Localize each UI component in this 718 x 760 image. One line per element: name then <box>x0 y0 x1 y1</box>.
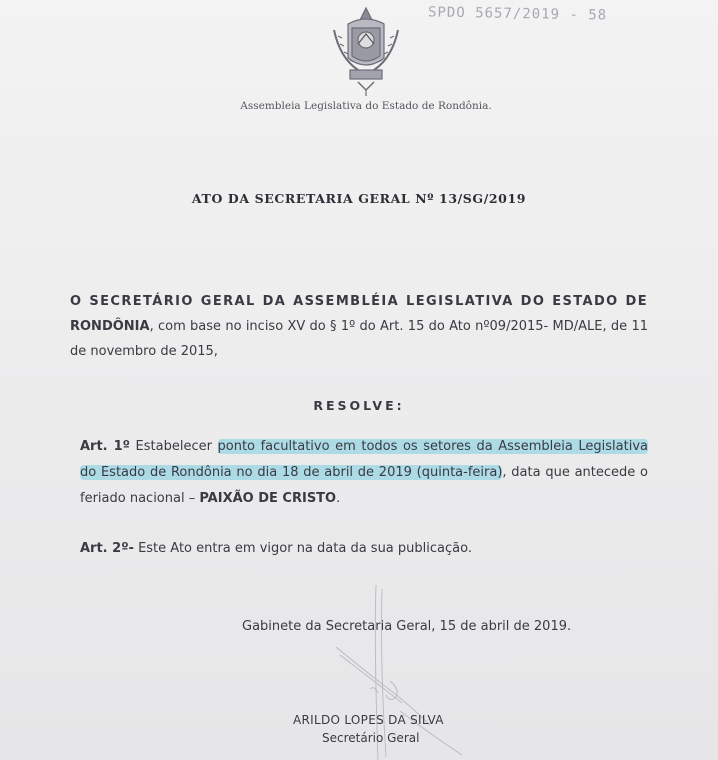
intro-state-name: RONDÔNIA <box>70 319 150 334</box>
intro-title: O SECRETÁRIO GERAL DA ASSEMBLÉIA LEGISLATIVA DO ESTADO DE <box>70 294 648 309</box>
article-1-highlighted-text: ponto facultativo em todos os setores da Assembleia Legislativa do Estado de Rondônia no dia 18 de abril de 2019 (quinta-feira) <box>80 439 648 480</box>
signer-role: Secretário Geral <box>322 731 420 745</box>
article-2 <box>80 541 472 556</box>
state-coat-of-arms-icon <box>328 6 404 98</box>
article-1 <box>80 434 648 512</box>
institution-name: Assembleia Legislativa do Estado de Rondônia. <box>240 100 492 112</box>
article-1-continuation: , data que antecede o feriado nacional – <box>80 465 648 506</box>
protocol-stamp: SPDO 5657/2019 - 58 <box>427 4 608 24</box>
signer-name: ARILDO LOPES DA SILVA <box>293 713 444 727</box>
article-2-label: Art. 2º- <box>80 541 134 556</box>
intro-body: , com base no inciso XV do § 1º do Art. 15 do Ato nº09/2015- MD/ALE, de 11 de novembro de 2015, <box>70 319 648 359</box>
article-1-holiday-name: PAIXÃO DE CRISTO <box>199 491 337 506</box>
article-1-lead: Estabelecer <box>129 439 218 454</box>
resolve-heading: RESOLVE: <box>313 398 405 413</box>
article-1-end: . <box>336 491 341 506</box>
article-1-label: Art. 1º <box>80 439 130 454</box>
article-2-text: Este Ato entra em vigor na data da sua publicação. <box>133 541 472 556</box>
place-and-date: Gabinete da Secretaria Geral, 15 de abril de 2019. <box>242 619 572 634</box>
act-title: ATO DA SECRETARIA GERAL Nº 13/SG/2019 <box>191 191 527 206</box>
intro-paragraph <box>70 289 648 364</box>
